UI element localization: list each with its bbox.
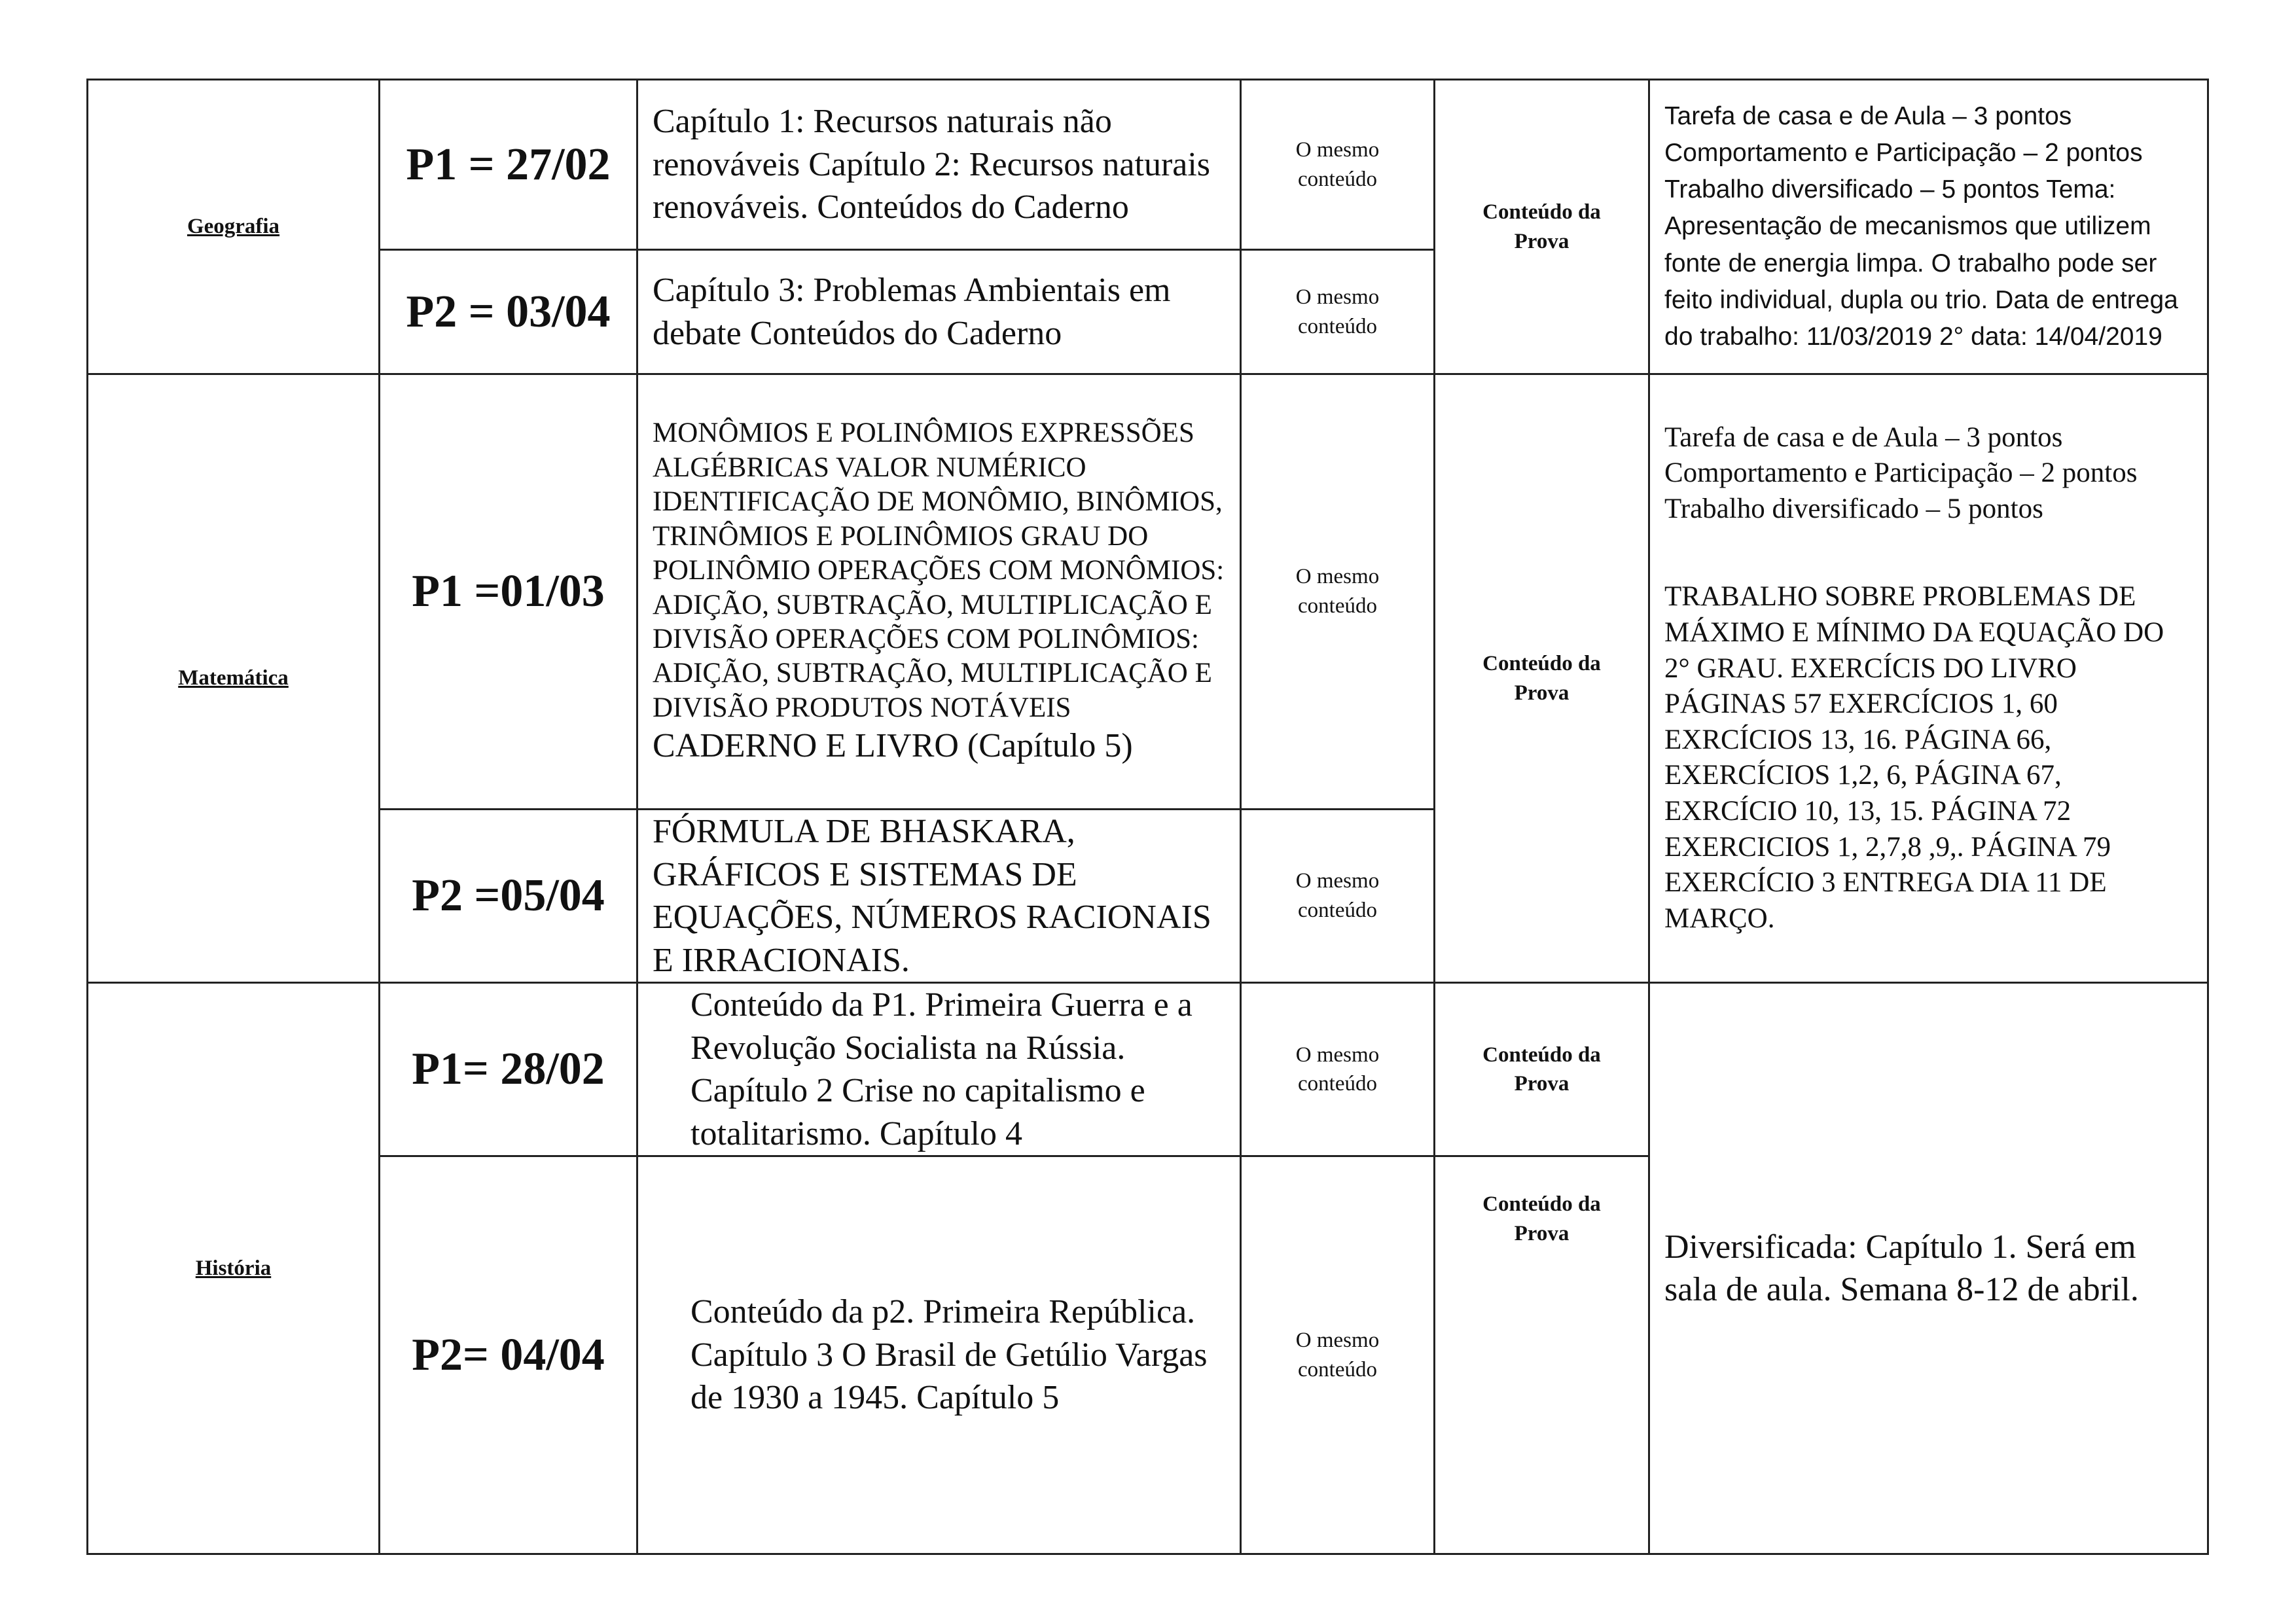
geografia-p1-same-content: O mesmo conteúdo <box>1241 80 1435 250</box>
subject-matematica: Matemática <box>88 374 380 983</box>
historia-p2-date: P2= 04/04 <box>380 1156 637 1554</box>
matematica-note-work: TRABALHO SOBRE PROBLEMAS DE MÁXIMO E MÍNIMO DA EQUAÇÃO DO 2° GRAU. EXERCÍCIS DO LIVRO PÁGINAS 57 EXERCÍCIOS 1, 60 EXRCÍCIOS 13, 16. PÁGINA 66, EXERCÍCIOS 1,2, 6, PÁGINA 67, EXRCÍCIO 10, 13, 15. PÁGINA 72 EXERCICIOS 1, 2,7,8 ,9,. PÁGINA 79 EXERCÍCIO 3 ENTREGA DIA 11 DE MARÇO. <box>1664 581 2164 934</box>
historia-p2-content: Conteúdo da p2. Primeira República. Capítulo 3 O Brasil de Getúlio Vargas de 1930 a 1945. Capítulo 5 <box>637 1156 1241 1554</box>
exam-schedule-table <box>86 79 2209 1555</box>
matematica-prova-content: Conteúdo da Prova <box>1435 374 1649 983</box>
matematica-row-p1 <box>88 374 2208 810</box>
matematica-p1-topics: MONÔMIOS E POLINÔMIOS EXPRESSÕES ALGÉBRICAS VALOR NUMÉRICO IDENTIFICAÇÃO DE MONÔMIO, BINÔMIOS, TRINÔMIOS E POLINÔMIOS GRAU DO POLINÔMIO OPERAÇÕES COM MONÔMIOS: ADIÇÃO, SUBTRAÇÃO, MULTIPLICAÇÃO E DIVISÃO OPERAÇÕES COM POLINÔMIOS: ADIÇÃO, SUBTRAÇÃO, MULTIPLICAÇÃO E DIVISÃO PRODUTOS NOTÁVEIS <box>653 418 1225 723</box>
matematica-notes <box>1649 374 2208 983</box>
matematica-p2-same-content: O mesmo conteúdo <box>1241 810 1435 983</box>
matematica-p2-date: P2 =05/04 <box>380 810 637 983</box>
historia-p2-same-content: O mesmo conteúdo <box>1241 1156 1435 1554</box>
geografia-prova-content: Conteúdo da Prova <box>1435 80 1649 374</box>
historia-p1-same-content: O mesmo conteúdo <box>1241 983 1435 1156</box>
geografia-p2-content: Capítulo 3: Problemas Ambientais em debate Conteúdos do Caderno <box>637 250 1241 374</box>
historia-notes: Diversificada: Capítulo 1. Será em sala de aula. Semana 8-12 de abril. <box>1649 983 2208 1554</box>
matematica-p1-tail: CADERNO E LIVRO (Capítulo 5) <box>653 727 1133 765</box>
historia-p2-prova-content: Conteúdo da Prova <box>1435 1156 1649 1554</box>
historia-p1-content: Conteúdo da P1. Primeira Guerra e a Revolução Socialista na Rússia. Capítulo 2 Crise no capitalismo e totalitarismo. Capítulo 4 <box>637 983 1241 1156</box>
geografia-row-p1 <box>88 80 2208 250</box>
subject-historia: História <box>88 983 380 1554</box>
matematica-note-homework: Tarefa de casa e de Aula – 3 pontos <box>1664 421 2063 453</box>
subject-geografia: Geografia <box>88 80 380 374</box>
matematica-p1-content <box>637 374 1241 810</box>
matematica-p1-same-content: O mesmo conteúdo <box>1241 374 1435 810</box>
matematica-p1-date: P1 =01/03 <box>380 374 637 810</box>
matematica-note-behavior: Comportamento e Participação – 2 pontos <box>1664 457 2138 489</box>
geografia-p2-date: P2 = 03/04 <box>380 250 637 374</box>
geografia-p1-date: P1 = 27/02 <box>380 80 637 250</box>
historia-row-p1 <box>88 983 2208 1156</box>
geografia-p1-content: Capítulo 1: Recursos naturais não renováveis Capítulo 2: Recursos naturais renováveis. Conteúdos do Caderno <box>637 80 1241 250</box>
historia-p1-date: P1= 28/02 <box>380 983 637 1156</box>
geografia-notes: Tarefa de casa e de Aula – 3 pontos Comportamento e Participação – 2 pontos Trabalho diversificado – 5 pontos Tema: Apresentação de mecanismos que utilizem fonte de energia limpa. O trabalho pode ser feito individual, dupla ou trio. Data de entrega do trabalho: 11/03/2019 2° data: 14/04/2019 <box>1649 80 2208 374</box>
historia-p1-prova-content: Conteúdo da Prova <box>1435 983 1649 1156</box>
geografia-p2-same-content: O mesmo conteúdo <box>1241 250 1435 374</box>
matematica-p2-content: FÓRMULA DE BHASKARA, GRÁFICOS E SISTEMAS DE EQUAÇÕES, NÚMEROS RACIONAIS E IRRACIONAIS. <box>637 810 1241 983</box>
matematica-note-project: Trabalho diversificado – 5 pontos <box>1664 493 2043 524</box>
